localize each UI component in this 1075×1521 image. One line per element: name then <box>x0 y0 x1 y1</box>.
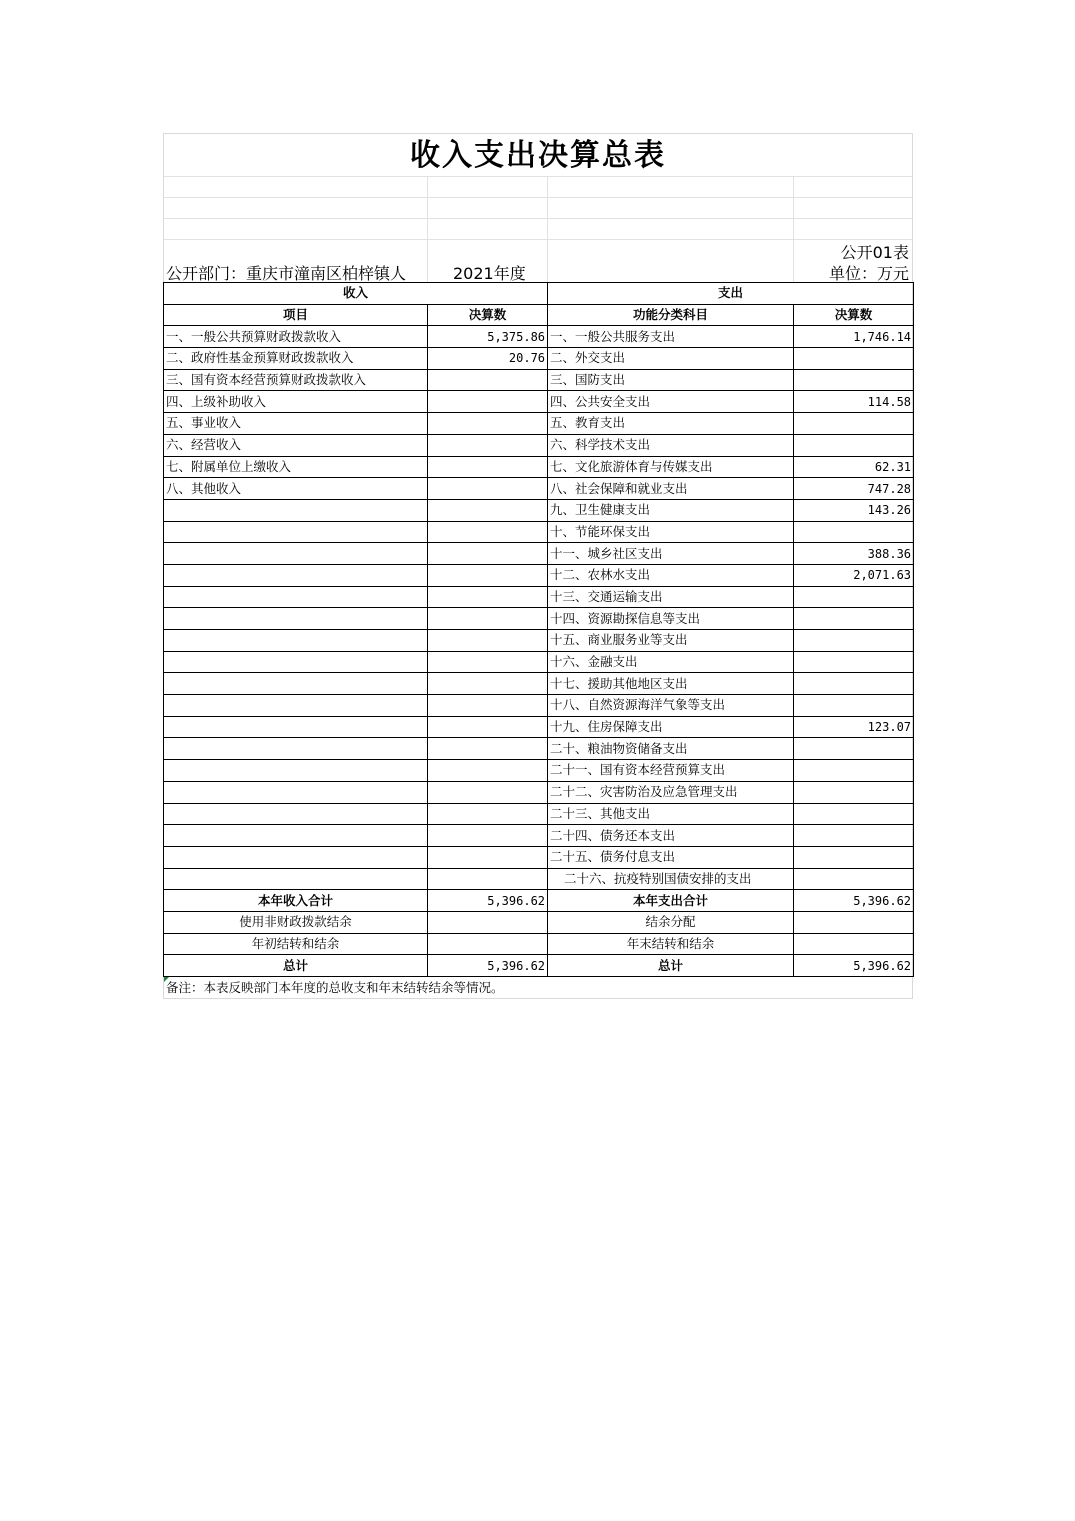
expenditure-item-cell: 三、国防支出 <box>548 369 794 391</box>
income-item-cell <box>164 716 428 738</box>
gridline <box>427 176 428 282</box>
table-row <box>164 499 914 521</box>
expenditure-amount-cell <box>794 651 914 673</box>
table-row <box>164 651 914 673</box>
summary-row <box>164 955 914 977</box>
income-item-cell: 四、上级补助收入 <box>164 391 428 413</box>
table-row <box>164 348 914 370</box>
table-row <box>164 456 914 478</box>
income-amount-cell <box>428 803 548 825</box>
expenditure-item-cell: 五、教育支出 <box>548 413 794 435</box>
table-row <box>164 326 914 348</box>
gridline <box>164 176 912 177</box>
income-item-cell <box>164 521 428 543</box>
table-row <box>164 868 914 890</box>
table-row <box>164 369 914 391</box>
income-item-cell <box>164 803 428 825</box>
expenditure-item-cell: 二十六、抗疫特别国债安排的支出 <box>548 868 794 890</box>
income-item-cell <box>164 868 428 890</box>
income-item-cell <box>164 673 428 695</box>
income-expenditure-table <box>163 282 914 977</box>
item-column-header: 项目 <box>164 304 428 326</box>
expenditure-amount-cell <box>794 760 914 782</box>
summary-expenditure-label: 结余分配 <box>548 911 794 933</box>
expenditure-amount-cell <box>794 608 914 630</box>
expenditure-item-cell: 二十四、债务还本支出 <box>548 825 794 847</box>
expenditure-amount-cell: 62.31 <box>794 456 914 478</box>
expenditure-amount-cell <box>794 825 914 847</box>
income-amount-cell <box>428 456 548 478</box>
table-row <box>164 608 914 630</box>
summary-row <box>164 933 914 955</box>
expenditure-amount-cell: 114.58 <box>794 391 914 413</box>
table-row <box>164 738 914 760</box>
expenditure-item-cell: 十四、资源勘探信息等支出 <box>548 608 794 630</box>
expenditure-amount-cell <box>794 738 914 760</box>
summary-income-amount: 5,396.62 <box>428 890 548 912</box>
income-item-cell: 三、国有资本经营预算财政拨款收入 <box>164 369 428 391</box>
income-amount-cell <box>428 543 548 565</box>
summary-expenditure-label: 总计 <box>548 955 794 977</box>
table-row <box>164 564 914 586</box>
income-amount-cell <box>428 521 548 543</box>
expenditure-item-cell: 九、卫生健康支出 <box>548 499 794 521</box>
summary-income-amount <box>428 933 548 955</box>
department-label: 公开部门：重庆市潼南区柏梓镇人 <box>166 264 407 283</box>
income-amount-cell <box>428 369 548 391</box>
table-row <box>164 391 914 413</box>
table-row <box>164 716 914 738</box>
amount2-column-header: 决算数 <box>794 304 914 326</box>
income-item-cell <box>164 738 428 760</box>
table-row <box>164 478 914 500</box>
income-amount-cell <box>428 586 548 608</box>
income-amount-cell <box>428 478 548 500</box>
income-item-cell: 六、经营收入 <box>164 434 428 456</box>
expenditure-item-cell: 二十五、债务付息支出 <box>548 846 794 868</box>
income-item-cell <box>164 846 428 868</box>
expenditure-item-cell: 八、社会保障和就业支出 <box>548 478 794 500</box>
income-item-cell <box>164 760 428 782</box>
expenditure-item-cell: 十五、商业服务业等支出 <box>548 630 794 652</box>
gridline <box>164 197 912 198</box>
income-amount-cell <box>428 868 548 890</box>
expenditure-amount-cell <box>794 413 914 435</box>
income-amount-cell <box>428 434 548 456</box>
expenditure-item-cell: 六、科学技术支出 <box>548 434 794 456</box>
table-row <box>164 695 914 717</box>
expenditure-amount-cell <box>794 846 914 868</box>
unit-label: 单位：万元 <box>828 264 909 283</box>
expenditure-amount-cell <box>794 781 914 803</box>
table-row <box>164 630 914 652</box>
income-item-cell <box>164 499 428 521</box>
income-item-cell <box>164 695 428 717</box>
expenditure-amount-cell <box>794 803 914 825</box>
income-amount-cell <box>428 499 548 521</box>
year-label: 2021年度 <box>453 264 526 283</box>
summary-income-label: 本年收入合计 <box>164 890 428 912</box>
report-sheet <box>163 133 913 999</box>
expenditure-amount-cell: 143.26 <box>794 499 914 521</box>
income-amount-cell <box>428 846 548 868</box>
income-item-cell <box>164 608 428 630</box>
expenditure-item-cell: 十一、城乡社区支出 <box>548 543 794 565</box>
gridline <box>164 239 912 240</box>
table-row <box>164 825 914 847</box>
income-amount-cell <box>428 608 548 630</box>
func-item-column-header: 功能分类科目 <box>548 304 794 326</box>
table-row <box>164 781 914 803</box>
gridline <box>547 176 548 282</box>
income-amount-cell <box>428 564 548 586</box>
expenditure-amount-cell: 747.28 <box>794 478 914 500</box>
expenditure-amount-cell <box>794 695 914 717</box>
income-amount-cell <box>428 781 548 803</box>
income-item-cell <box>164 825 428 847</box>
gridline <box>164 218 912 219</box>
expenditure-amount-cell <box>794 434 914 456</box>
expenditure-amount-cell <box>794 630 914 652</box>
expenditure-amount-cell: 2,071.63 <box>794 564 914 586</box>
summary-income-label: 年初结转和结余 <box>164 933 428 955</box>
table-row <box>164 434 914 456</box>
expenditure-item-cell: 十六、金融支出 <box>548 651 794 673</box>
table-row <box>164 803 914 825</box>
expenditure-item-cell: 十九、住房保障支出 <box>548 716 794 738</box>
section-header-row <box>164 283 914 305</box>
income-item-cell: 八、其他收入 <box>164 478 428 500</box>
income-item-cell: 二、政府性基金预算财政拨款收入 <box>164 348 428 370</box>
summary-row <box>164 890 914 912</box>
summary-expenditure-label: 本年支出合计 <box>548 890 794 912</box>
summary-expenditure-amount <box>794 933 914 955</box>
income-amount-cell <box>428 391 548 413</box>
expenditure-item-cell: 二十二、灾害防治及应急管理支出 <box>548 781 794 803</box>
expenditure-amount-cell <box>794 521 914 543</box>
expenditure-item-cell: 十二、农林水支出 <box>548 564 794 586</box>
income-amount-cell <box>428 413 548 435</box>
income-item-cell <box>164 781 428 803</box>
table-row <box>164 586 914 608</box>
summary-expenditure-amount <box>794 911 914 933</box>
income-amount-cell: 20.76 <box>428 348 548 370</box>
expenditure-item-cell: 七、文化旅游体育与传媒支出 <box>548 456 794 478</box>
expenditure-amount-cell <box>794 348 914 370</box>
summary-income-label: 总计 <box>164 955 428 977</box>
summary-expenditure-amount: 5,396.62 <box>794 955 914 977</box>
income-amount-cell <box>428 673 548 695</box>
expenditure-amount-cell: 1,746.14 <box>794 326 914 348</box>
income-item-cell <box>164 586 428 608</box>
table-row <box>164 521 914 543</box>
expenditure-amount-cell <box>794 868 914 890</box>
page-title: 收入支出决算总表 <box>410 138 666 173</box>
expenditure-amount-cell <box>794 369 914 391</box>
summary-income-label: 使用非财政拨款结余 <box>164 911 428 933</box>
expenditure-item-cell: 十三、交通运输支出 <box>548 586 794 608</box>
income-amount-cell <box>428 738 548 760</box>
table-code-label: 公开01表 <box>840 243 909 262</box>
expenditure-item-cell: 十、节能环保支出 <box>548 521 794 543</box>
table-row <box>164 673 914 695</box>
amount-column-header: 决算数 <box>428 304 548 326</box>
expenditure-amount-cell <box>794 673 914 695</box>
income-item-cell: 一、一般公共预算财政拨款收入 <box>164 326 428 348</box>
expenditure-item-cell: 一、一般公共服务支出 <box>548 326 794 348</box>
income-item-cell: 五、事业收入 <box>164 413 428 435</box>
expenditure-amount-cell: 388.36 <box>794 543 914 565</box>
summary-row <box>164 911 914 933</box>
income-amount-cell: 5,375.86 <box>428 326 548 348</box>
expenditure-item-cell: 十七、援助其他地区支出 <box>548 673 794 695</box>
income-item-cell: 七、附属单位上缴收入 <box>164 456 428 478</box>
summary-expenditure-label: 年末结转和结余 <box>548 933 794 955</box>
table-row <box>164 846 914 868</box>
expenditure-item-cell: 二十、粮油物资储备支出 <box>548 738 794 760</box>
table-row <box>164 760 914 782</box>
summary-income-amount: 5,396.62 <box>428 955 548 977</box>
income-amount-cell <box>428 716 548 738</box>
income-item-cell <box>164 543 428 565</box>
income-item-cell <box>164 564 428 586</box>
income-amount-cell <box>428 630 548 652</box>
income-header: 收入 <box>164 283 548 305</box>
expenditure-amount-cell: 123.07 <box>794 716 914 738</box>
income-item-cell <box>164 630 428 652</box>
table-row <box>164 413 914 435</box>
footnote: 备注：本表反映部门本年度的总收支和年末结转结余等情况。 <box>166 980 504 995</box>
expenditure-item-cell: 二十一、国有资本经营预算支出 <box>548 760 794 782</box>
column-header-row <box>164 304 914 326</box>
income-amount-cell <box>428 651 548 673</box>
income-amount-cell <box>428 760 548 782</box>
gridline <box>793 176 794 282</box>
summary-expenditure-amount: 5,396.62 <box>794 890 914 912</box>
income-amount-cell <box>428 695 548 717</box>
table-row <box>164 543 914 565</box>
income-amount-cell <box>428 825 548 847</box>
expenditure-item-cell: 四、公共安全支出 <box>548 391 794 413</box>
expenditure-amount-cell <box>794 586 914 608</box>
expenditure-item-cell: 二、外交支出 <box>548 348 794 370</box>
expenditure-header: 支出 <box>548 283 914 305</box>
income-item-cell <box>164 651 428 673</box>
expenditure-item-cell: 十八、自然资源海洋气象等支出 <box>548 695 794 717</box>
summary-income-amount <box>428 911 548 933</box>
expenditure-item-cell: 二十三、其他支出 <box>548 803 794 825</box>
